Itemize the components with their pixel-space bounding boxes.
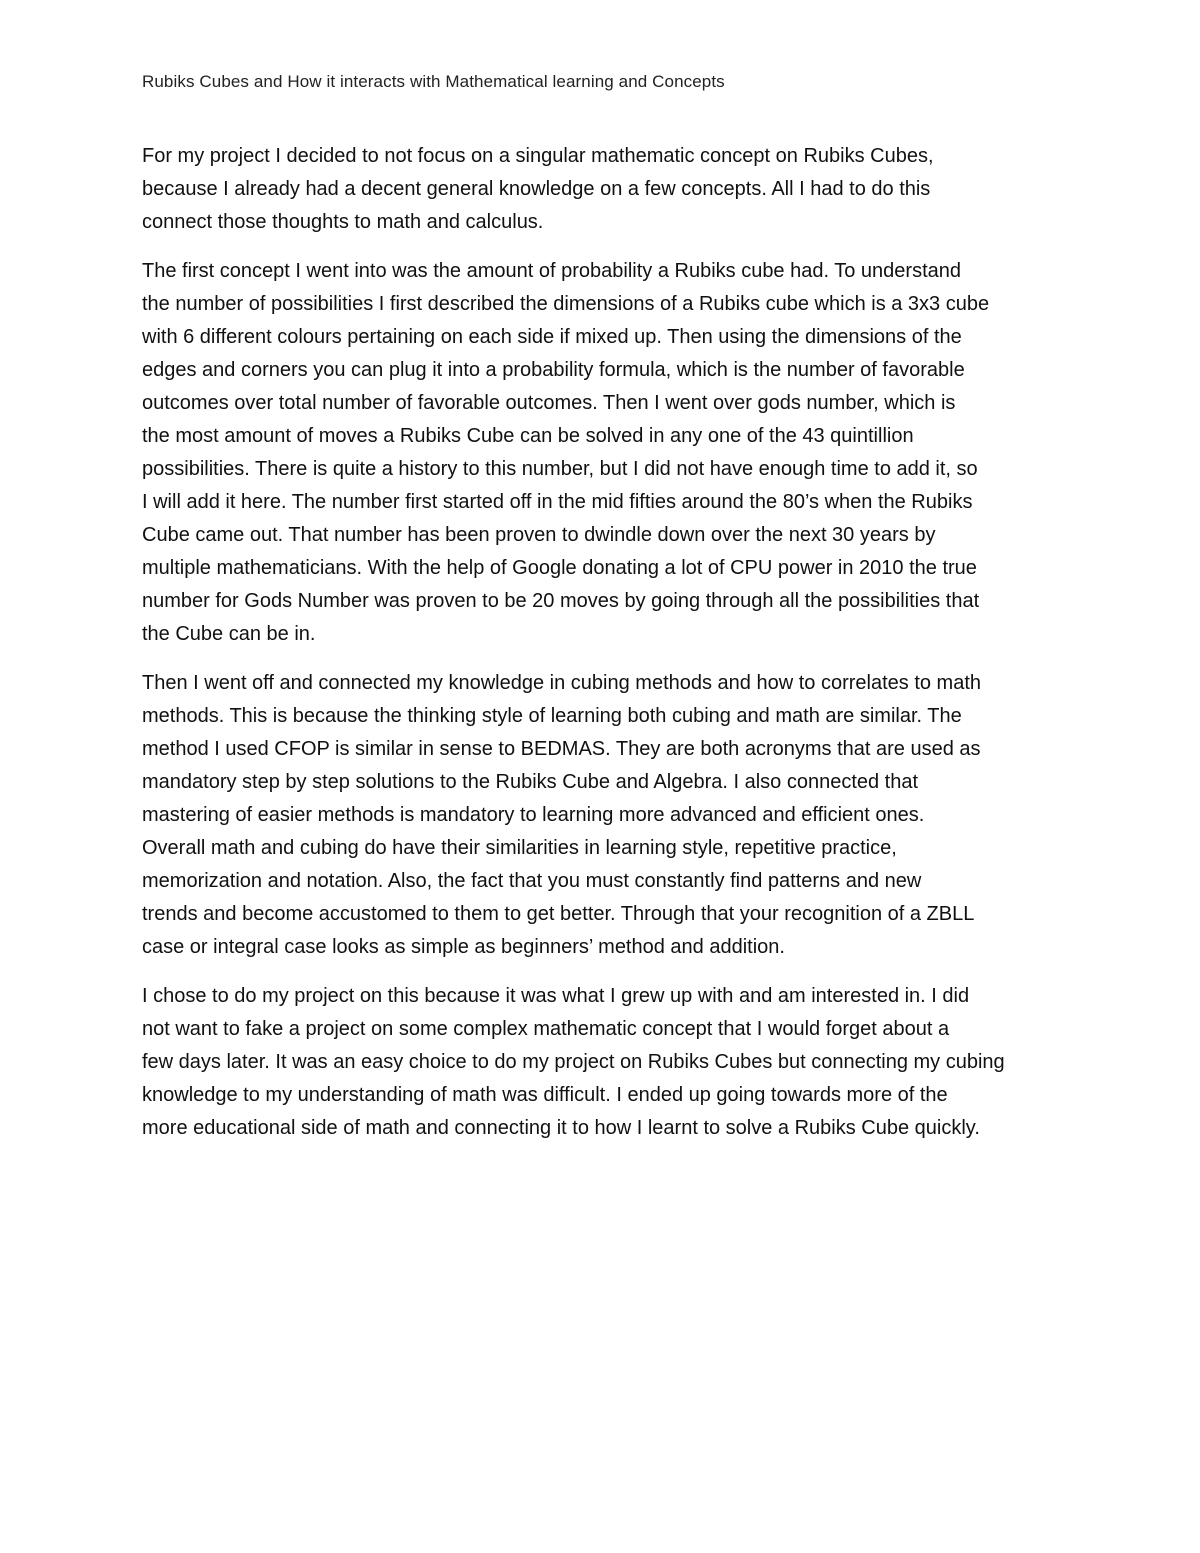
paragraph-intro [142, 140, 1062, 239]
text-line: with 6 different colours pertaining on each side if mixed up. Then using the dimensions of the [142, 326, 962, 348]
paragraph-probability [142, 255, 1062, 651]
text-line: not want to fake a project on some complex mathematic concept that I would forget about a [142, 1018, 950, 1040]
text-line: the number of possibilities I first described the dimensions of a Rubiks cube which is a 3x3 cube [142, 293, 990, 315]
text-line: Then I went off and connected my knowledge in cubing methods and how to correlates to math [142, 672, 982, 694]
text-line: edges and corners you can plug it into a probability formula, which is the number of favorable [142, 359, 965, 381]
text-line: the Cube can be in. [142, 623, 316, 645]
page-header: Rubiks Cubes and How it interacts with Mathematical learning and Concepts [142, 72, 725, 91]
text-line: number for Gods Number was proven to be 20 moves by going through all the possibilities that [142, 590, 980, 612]
text-line: more educational side of math and connecting it to how I learnt to solve a Rubiks Cube quickly. [142, 1117, 980, 1139]
text-line: trends and become accustomed to them to get better. Through that your recognition of a ZBLL [142, 903, 975, 925]
text-line: multiple mathematicians. With the help of Google donating a lot of CPU power in 2010 the true [142, 557, 977, 579]
text-line: memorization and notation. Also, the fact that you must constantly find patterns and new [142, 870, 922, 892]
text-line: the most amount of moves a Rubiks Cube can be solved in any one of the 43 quintillion [142, 425, 914, 447]
text-line: methods. This is because the thinking style of learning both cubing and math are similar. The [142, 705, 962, 727]
text-line: knowledge to my understanding of math was difficult. I ended up going towards more of the [142, 1084, 948, 1106]
text-line: because I already had a decent general knowledge on a few concepts. All I had to do this [142, 178, 931, 200]
text-line: Overall math and cubing do have their similarities in learning style, repetitive practice, [142, 837, 897, 859]
text-line: few days later. It was an easy choice to do my project on Rubiks Cubes but connecting my cubing [142, 1051, 1005, 1073]
text-line: Cube came out. That number has been proven to dwindle down over the next 30 years by [142, 524, 936, 546]
text-line: case or integral case looks as simple as beginners’ method and addition. [142, 936, 785, 958]
text-line: For my project I decided to not focus on a singular mathematic concept on Rubiks Cubes, [142, 145, 934, 167]
paragraph-methods [142, 667, 1062, 964]
text-line: outcomes over total number of favorable outcomes. Then I went over gods number, which is [142, 392, 956, 414]
text-line: mastering of easier methods is mandatory to learning more advanced and efficient ones. [142, 804, 925, 826]
text-line: I chose to do my project on this because it was what I grew up with and am interested in. I did [142, 985, 970, 1007]
paragraph-conclusion [142, 980, 1062, 1145]
document-body [142, 140, 1062, 1161]
text-line: I will add it here. The number first started off in the mid fifties around the 80’s when the Rubiks [142, 491, 973, 513]
text-line: The first concept I went into was the amount of probability a Rubiks cube had. To understand [142, 260, 961, 282]
text-line: method I used CFOP is similar in sense to BEDMAS. They are both acronyms that are used as [142, 738, 981, 760]
text-line: mandatory step by step solutions to the Rubiks Cube and Algebra. I also connected that [142, 771, 919, 793]
text-line: possibilities. There is quite a history to this number, but I did not have enough time to add it, so [142, 458, 978, 480]
text-line: connect those thoughts to math and calculus. [142, 211, 544, 233]
